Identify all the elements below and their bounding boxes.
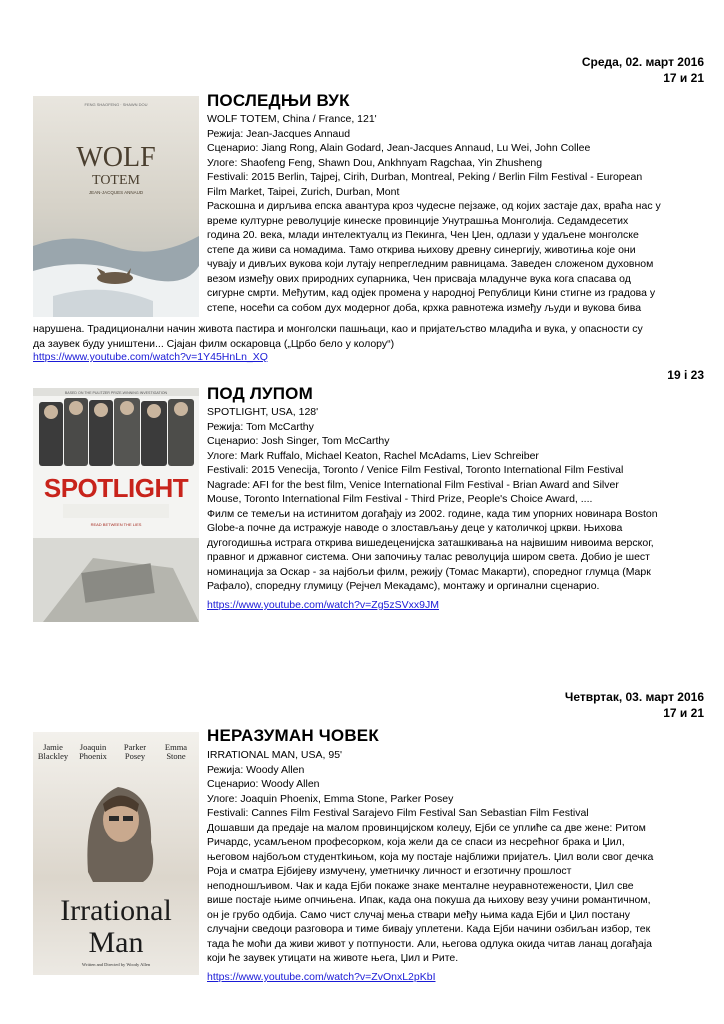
screening-times: 19 i 23 [667,368,704,382]
poster-title-line2: Man [88,926,144,959]
poster-director: JEAN-JACQUES ANNAUD [88,190,144,195]
poster-cast-2b: Phoenix [79,751,107,761]
detail-line: више постаје њиме опчињена. Ипак, када она покуша да њихову везу учини романтичном, [207,894,651,906]
detail-line: IRRATIONAL MAN, USA, 95' [207,749,343,761]
poster-title: SPOTLIGHT [43,473,189,503]
trailer-link[interactable]: https://www.youtube.com/watch?v=Zg5zSVxx9JM [207,599,439,611]
detail-line: случајни сведоци разговора и тиме бивају уплетени. Када Ејби начини озбиљан избор, тек [207,923,651,935]
detail-line: степе, носећи са собом дух модерног доба, крхка равнотежа између људи и вукова бива [207,301,642,314]
film-details [207,112,661,315]
detail-line: чувају и дивљих вукова који лутају непрегледним равницама. Заведен сложеном духовном [207,258,654,270]
poster-cast-1a: Jamie [43,742,63,752]
detail-line: Globe-a почне да истражује наводе о злостављању деце у католичкој цркви. Њихова [207,522,623,534]
trailer-link[interactable]: https://www.youtube.com/watch?v=ZvOnxL2pKbI [207,971,436,983]
detail-line: нарушена. Традиционални начин живота пастира и монголски пашњаци, као и пријатељство младића и вука, у опасности су [33,323,643,335]
film-details [207,748,653,966]
detail-line: Festivali: 2015 Berlin, Tajpej, Cirih, Durban, Montreal, Peking / Berlin Film Festival - European [207,171,643,183]
detail-line: који ће заувек утицати на животе њега, Џил и Рите. [207,952,459,964]
detail-line: Mouse, Toronto International Film Festival - Third Prize, People's Choice Award, .... [207,493,593,505]
detail-line: Филм се темељи на истинитом догађају из 2002. године, када тим упорних новинара Boston [207,507,658,520]
detail-line: Festivali: 2015 Venecija, Toronto / Venice Film Festival, Toronto International Film Festival [207,464,624,476]
detail-line: он је грубо одбија. Само чист случај мења ствари међу њима када Ејби и Џил постану [207,908,631,921]
poster-cast-4b: Stone [166,751,186,761]
detail-line: Сценарио: Woody Allen [207,778,320,790]
detail-line: Улоге: Joaquin Phoenix, Emma Stone, Parker Posey [207,792,454,805]
detail-line: Nagrade: AFI for the best film, Venice International Film Festival - Brian Award and Silver [207,478,619,491]
poster-title-line1: Irrational [60,894,172,927]
detail-line: година 20. века, млади интелектуалц из Пекинга, Чен Џен, одлази у удаљене монголске [207,229,639,241]
irrational-man-poster [33,732,199,975]
spotlight-poster [33,388,199,622]
detail-line: Сценарио: Jiang Rong, Alain Godard, Jean-Jacques Annaud, Lu Wei, John Collee [207,142,591,154]
detail-line: WOLF TOTEM, China / France, 121' [207,113,377,125]
trailer-link[interactable]: https://www.youtube.com/watch?v=1Y45HnLn_XQ [33,351,268,363]
poster-cast-3a: Parker [123,742,147,752]
film-title: НЕРАЗУМАН ЧОВЕК [207,726,379,745]
detail-line: Роја и сматра Ејбијеву измучену, уметничку личност и егзотичну прошлост [207,865,572,877]
screening-date: Среда, 02. март 2016 [581,55,704,69]
detail-line: да заувек буду уништени... Сјајан филм оскаровца („Црбо бело у колору“) [33,337,395,350]
detail-line: сигурне смрти. Међутим, кад одјек промена у народној Републици Кини стигне из градова у [207,287,656,299]
wolf-totem-poster [33,96,199,317]
film-description-continued [33,322,643,351]
detail-line: номинација за Оскар - за најбољи филм, режију (Томас Макарти), споредног глумца (Марк [207,565,651,578]
poster-credit: Written and Directed by Woody Allen [81,962,151,967]
film-title: ПОСЛЕДЊИ ВУК [207,91,350,110]
detail-line: SPOTLIGHT, USA, 128' [207,406,319,418]
detail-line: Раскошна и дирљива епска авантура кроз чудесне пејзаже, од којих застаје дах, враћа нас у [207,200,661,212]
detail-line: дугогодишња истрага открива вишедеценијска заташкивања на највишим нивоима верског, [207,536,654,549]
detail-line: Ричардс, усамљеном професорком, која жели да се спаси из несрећног брака и Џил, [207,836,625,848]
detail-line: тада ће моћи да живи живот у потпуности. Али, његова одлука окида читав ланац догађаја [207,937,652,950]
film-title: ПОД ЛУПОМ [207,384,313,403]
poster-title-totem: TOTEM [92,173,140,188]
svg-text:BASED ON THE PULITZER PRIZE-WI: BASED ON THE PULITZER PRIZE-WINNING INVESTIGATION [64,391,168,395]
detail-line: Улоге: Mark Ruffalo, Michael Keaton, Rachel McAdams, Liev Schreiber [207,449,539,462]
screening-date: Четвртак, 03. март 2016 [564,690,704,704]
poster-cast-4a: Emma [164,742,188,752]
poster-title-wolf: WOLF [76,142,156,173]
screening-times: 17 и 21 [663,706,704,720]
poster-tagline: READ BETWEEN THE LIES [90,522,142,527]
detail-line: Режија: Jean-Jacques Annaud [207,127,351,140]
film-details [207,405,658,594]
detail-line: везом између ових природних супарника, Чен присваја младунче вука кога спасава од [207,272,631,285]
poster-cast-1b: Blackley [37,751,69,761]
detail-line: Дошавши да предаје на малом провинцијском колеџу, Ејби се уплиће са две жене: Ритом [207,821,646,834]
detail-line: Сценарио: Josh Singer, Tom McCarthy [207,435,390,447]
detail-line: неподношљивом. Чак и када Ејби покаже знаке менталне неуравнотежености, Џил све [207,879,634,892]
detail-line: Рафало), споредну глумицу (Рејчел Мекадамс), монтажу и оргинални сценарио. [207,580,600,592]
detail-line: степе да живи са номадима. Тамо открива њихову древну синергију, животиња које они [207,243,636,256]
screening-times: 17 и 21 [663,71,704,85]
poster-cast-3b: Posey [124,751,146,761]
detail-line: Режија: Woody Allen [207,763,305,776]
detail-line: Festivali: Cannes Film Festival Sarajevo Film Festival San Sebastian Film Festival [207,807,589,819]
detail-line: његовом најбољом студентkињом, која му постаје најближи пријатељ. Џил воли свог дечка [207,850,654,863]
detail-line: Режија: Tom McCarthy [207,420,314,433]
svg-text:FENG SHAOFENG · SHAWN DOU: FENG SHAOFENG · SHAWN DOU [84,102,148,107]
detail-line: Film Market, Taipei, Zurich, Durban, Mont [207,185,400,198]
poster-cast-2a: Joaquin [79,742,107,752]
detail-line: време културне револуције кинеске провинције Унутрашња Монголија. Седамдесетих [207,214,629,227]
detail-line: Улоге: Shaofeng Feng, Shawn Dou, Ankhnyam Ragchaa, Yin Zhusheng [207,156,543,169]
detail-line: правног и државног система. Они започињу талас револуција широм света. Добио је шест [207,551,650,563]
